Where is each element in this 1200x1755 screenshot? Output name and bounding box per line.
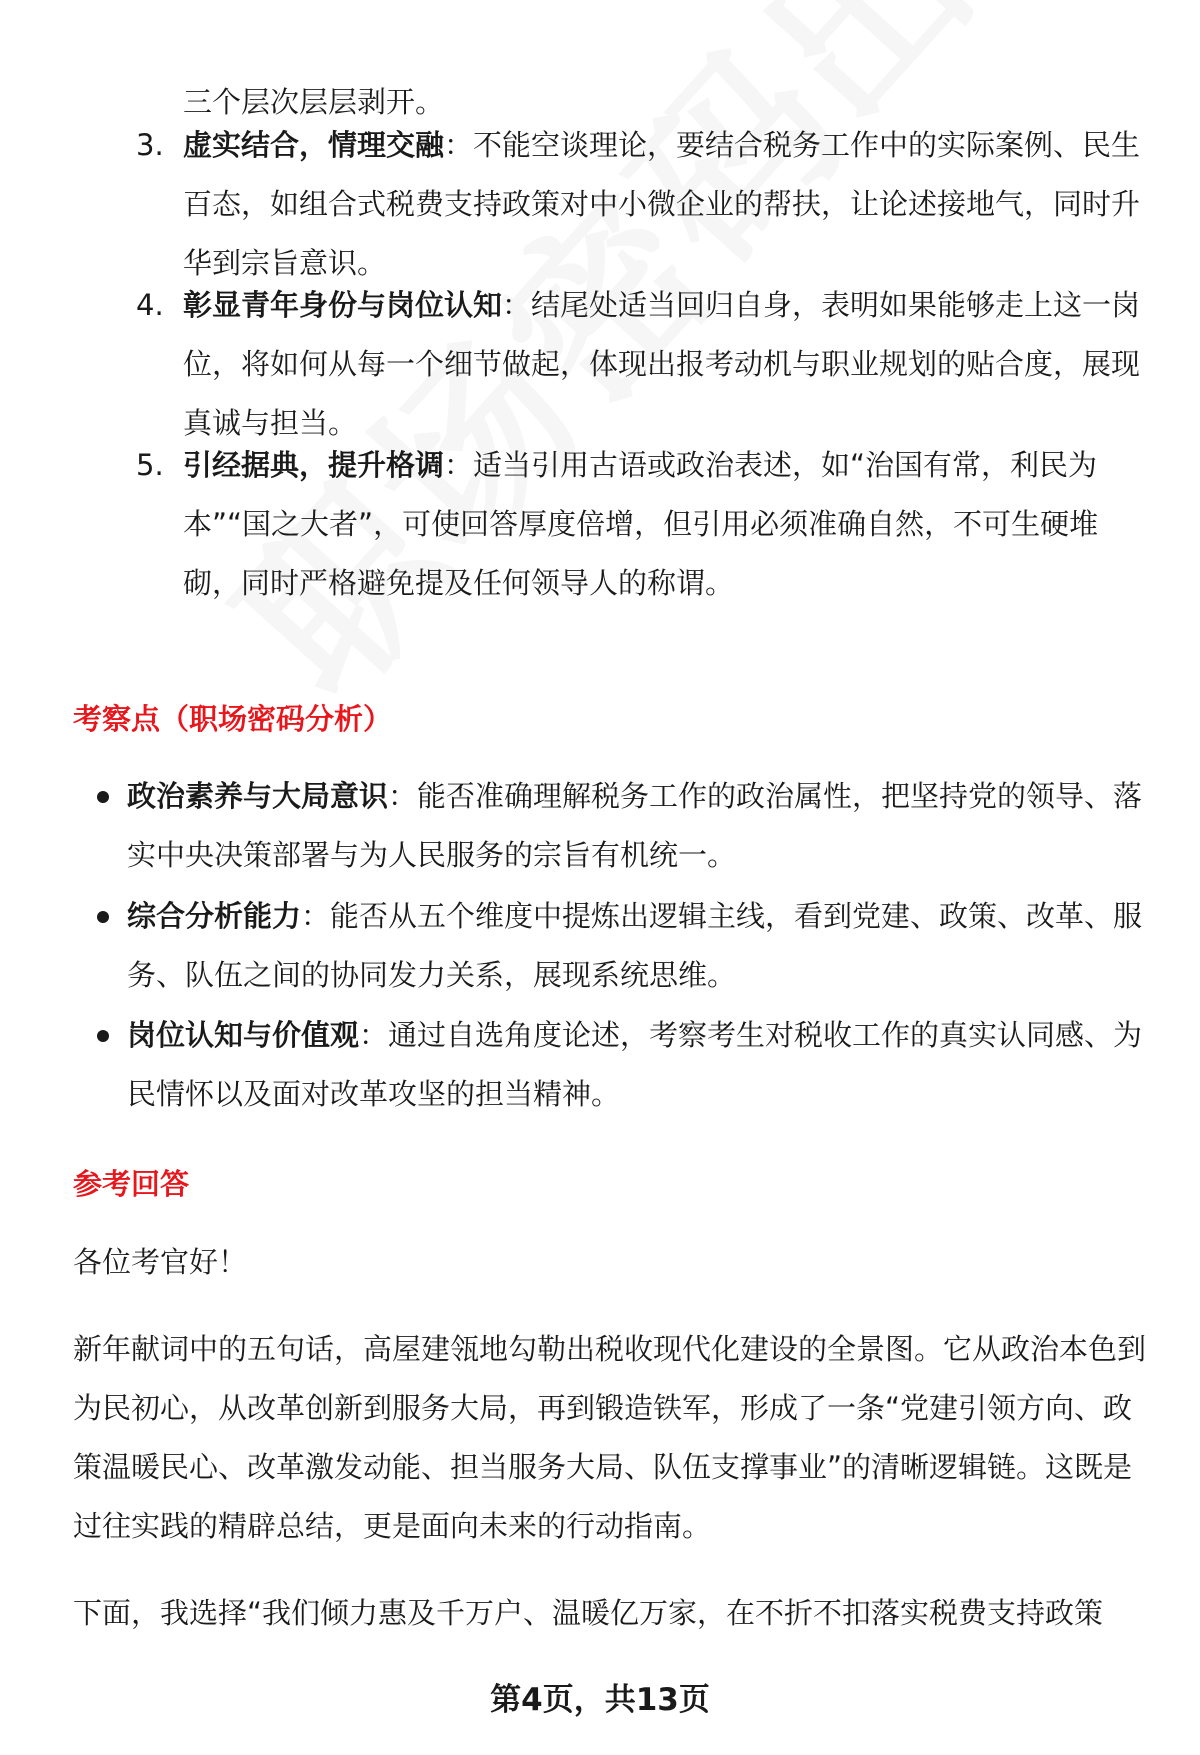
greeting: 各位考官好！ bbox=[73, 1245, 248, 1279]
item-body bbox=[183, 436, 1143, 613]
answer-paragraph: 下面，我选择“我们倾力惠及千万户、温暖亿万家，在不折不扣落实税费支持政策 bbox=[73, 1596, 1104, 1630]
item-text: ：不能空谈理论，要结合税务工作中的实际案例、民生百态，如组合式税费支持政策对中小微企业的帮扶，让论述接地气，同时升华到宗旨意识。 bbox=[183, 128, 1141, 280]
item-number: 5. bbox=[136, 448, 164, 482]
item-title: 虚实结合，情理交融 bbox=[183, 128, 445, 162]
page-number: 第4页，共13页 bbox=[490, 1682, 710, 1718]
item-body bbox=[183, 276, 1143, 453]
bullet-dot bbox=[97, 791, 109, 803]
continuation-text: 三个层次层层剥开。 bbox=[183, 85, 445, 119]
item-number: 3. bbox=[136, 128, 164, 162]
item-title: 引经据典，提升格调 bbox=[183, 448, 445, 482]
bullet-body bbox=[127, 1006, 1147, 1124]
item-title: 彰显青年身份与岗位认知 bbox=[183, 288, 503, 322]
item-text: ：适当引用古语或政治表述，如“治国有常，利民为本”“国之大者”，可使回答厚度倍增，但引用必须准确自然，不可生硬堆砌，同时严格避免提及任何领导人的称谓。 bbox=[183, 448, 1099, 600]
bullet-text: ：通过自选角度论述，考察考生对税收工作的真实认同感、为民情怀以及面对改革攻坚的担当精神。 bbox=[127, 1018, 1143, 1111]
item-text: ：结尾处适当回归自身，表明如果能够走上这一岗位，将如何从每一个细节做起，体现出报考动机与职业规划的贴合度，展现真诚与担当。 bbox=[183, 288, 1141, 440]
item-number: 4. bbox=[136, 288, 164, 322]
bullet-title: 岗位认知与价值观 bbox=[127, 1018, 360, 1052]
bullet-title: 政治素养与大局意识 bbox=[127, 779, 389, 813]
bullet-title: 综合分析能力 bbox=[127, 899, 302, 933]
bullet-body bbox=[127, 767, 1147, 885]
bullet-dot bbox=[97, 911, 109, 923]
bullet-dot bbox=[97, 1030, 109, 1042]
answer-paragraph: 新年献词中的五句话，高屋建瓴地勾勒出税收现代化建设的全景图。它从政治本色到为民初心，从改革创新到服务大局，再到锻造铁军，形成了一条“党建引领方向、政策温暖民心、改革激发动能、担当服务大局、队伍支撑事业”的清晰逻辑链。这既是过往实践的精辟总结，更是面向未来的行动指南。 bbox=[73, 1332, 1147, 1543]
bullet-text: ：能否准确理解税务工作的政治属性，把坚持党的领导、落实中央决策部署与为人民服务的宗旨有机统一。 bbox=[127, 779, 1143, 872]
item-body bbox=[183, 116, 1143, 293]
section-heading: 参考回答 bbox=[73, 1167, 190, 1201]
bullet-text: ：能否从五个维度中提炼出逻辑主线，看到党建、政策、改革、服务、队伍之间的协同发力关系，展现系统思维。 bbox=[127, 899, 1143, 992]
bullet-body bbox=[127, 887, 1147, 1005]
section-heading: 考察点（职场密码分析） bbox=[73, 702, 393, 736]
